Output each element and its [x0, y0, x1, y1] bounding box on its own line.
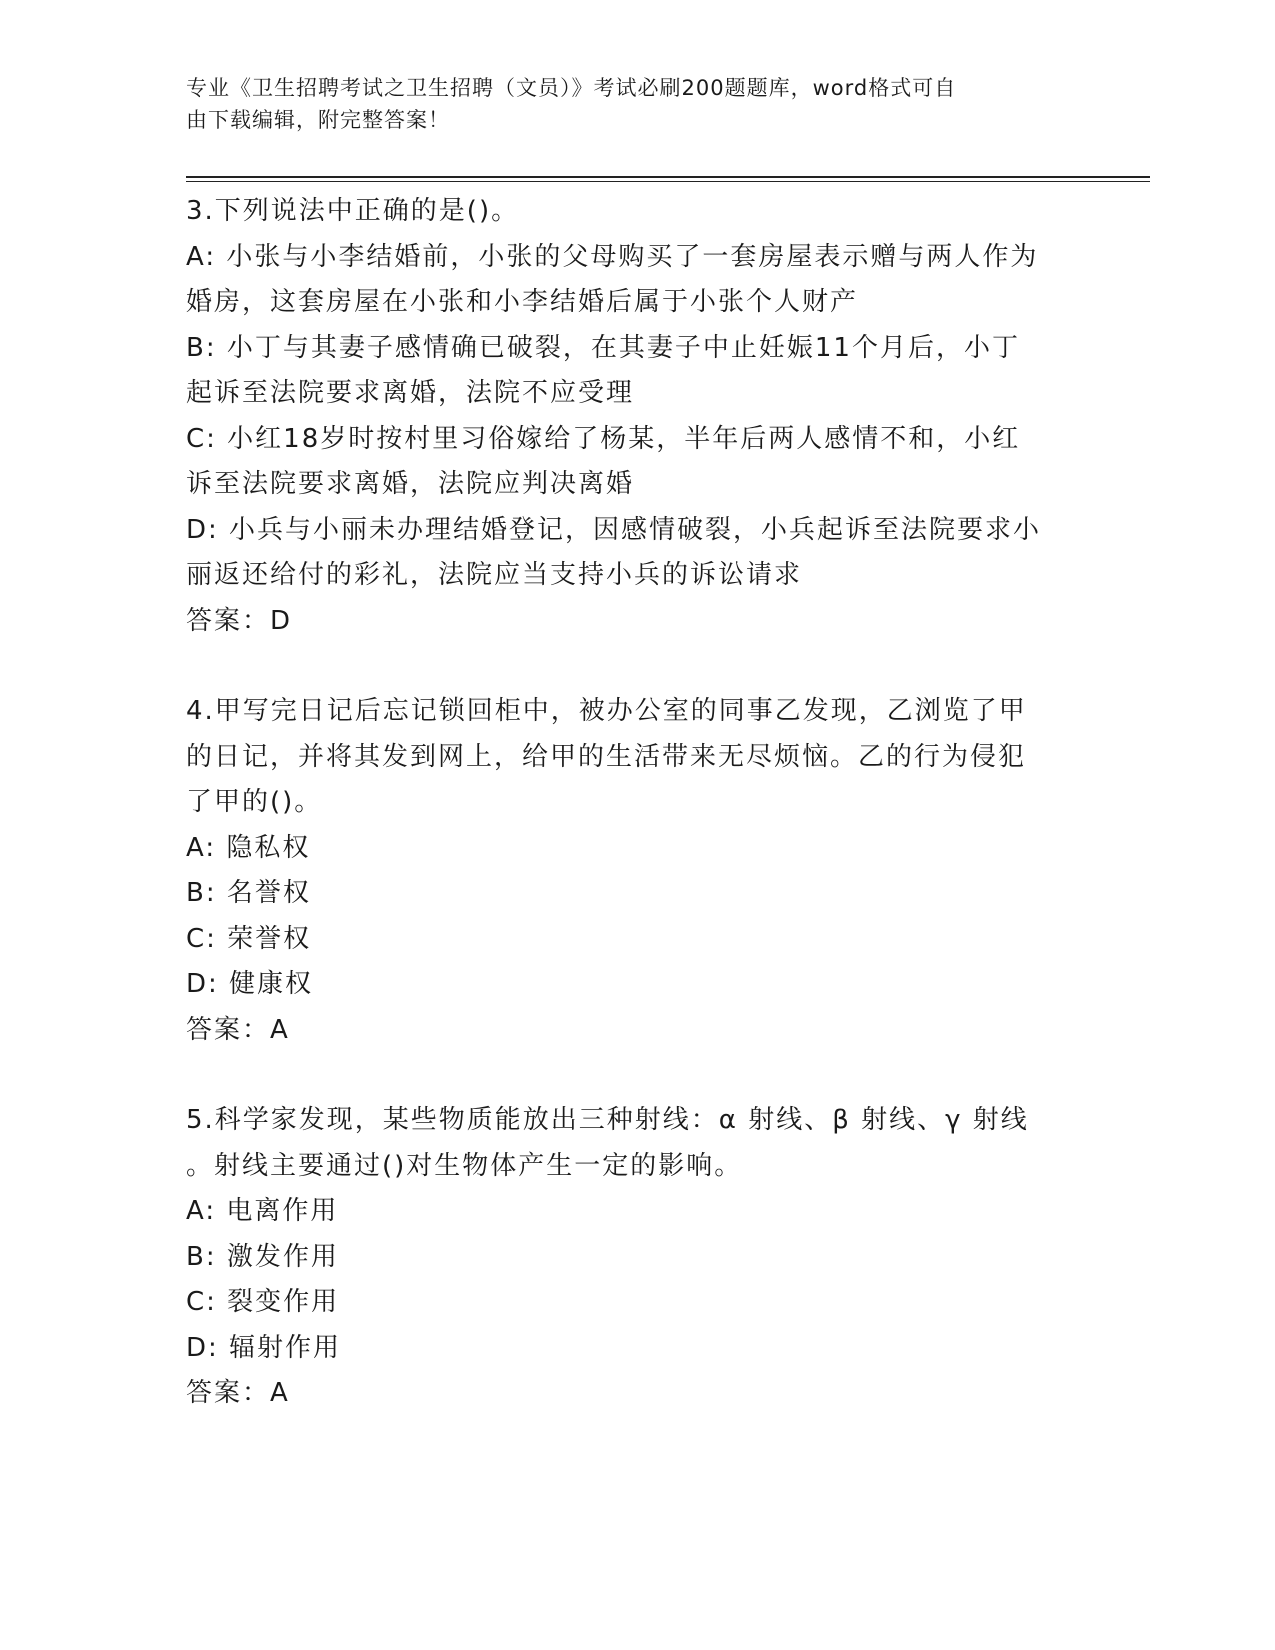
option-line: 诉至法院要求离婚，法院应判决离婚 [186, 469, 635, 499]
option-b [186, 326, 1086, 417]
question-list [186, 189, 1086, 1462]
option-line: 婚房，这套房屋在小张和小李结婚后属于小张个人财产 [186, 287, 859, 317]
question-stem-line: 4.甲写完日记后忘记锁回柜中，被办公室的同事乙发现，乙浏览了甲 [186, 696, 1027, 726]
option-line: A: 小张与小李结婚前，小张的父母购买了一套房屋表示赠与两人作为 [186, 241, 1039, 272]
option-d: D: 辐射作用 [186, 1332, 342, 1363]
option-b: B: 激发作用 [186, 1241, 339, 1272]
option-line: 起诉至法院要求离婚，法院不应受理 [186, 378, 635, 408]
option-c [186, 417, 1086, 508]
document-header [186, 72, 1086, 136]
option-a: A: 隐私权 [186, 832, 311, 863]
option-d: D: 健康权 [186, 969, 314, 999]
header-divider-thin [186, 181, 1150, 182]
answer-line: 答案：A [186, 1378, 290, 1408]
question-4 [186, 689, 1086, 1053]
option-d [186, 508, 1086, 599]
question-stem-line: 的日记，并将其发到网上，给甲的生活带来无尽烦恼。乙的行为侵犯 [186, 741, 1027, 772]
option-b: B: 名誉权 [186, 878, 311, 908]
question-stem-line: 5.科学家发现，某些物质能放出三种射线：α 射线、β 射线、γ 射线 [186, 1105, 1029, 1135]
header-line-2: 由下载编辑，附完整答案！ [186, 108, 450, 132]
question-3 [186, 189, 1086, 644]
option-line: 丽返还给付的彩礼，法院应当支持小兵的诉讼请求 [186, 560, 803, 590]
option-line: C: 小红18岁时按村里习俗嫁给了杨某，半年后两人感情不和，小红 [186, 423, 1021, 454]
question-stem-line: 了甲的()。 [186, 787, 323, 817]
header-divider-thick [186, 176, 1150, 178]
option-a [186, 235, 1086, 326]
header-line-1: 专业《卫生招聘考试之卫生招聘（文员）》考试必刷200题题库，word格式可自 [186, 76, 957, 100]
answer-line: 答案：D [186, 605, 293, 636]
option-a: A: 电离作用 [186, 1196, 339, 1226]
option-c: C: 荣誉权 [186, 923, 312, 954]
question-5 [186, 1098, 1086, 1417]
option-c: C: 裂变作用 [186, 1287, 340, 1317]
question-stem-line: 3.下列说法中正确的是()。 [186, 196, 520, 226]
option-line: B: 小丁与其妻子感情确已破裂，在其妻子中止妊娠11个月后，小丁 [186, 332, 1020, 363]
question-stem-line: 。射线主要通过()对生物体产生一定的影响。 [186, 1150, 743, 1181]
answer-line: 答案：A [186, 1014, 290, 1045]
option-line: D: 小兵与小丽未办理结婚登记，因感情破裂，小兵起诉至法院要求小 [186, 514, 1042, 545]
